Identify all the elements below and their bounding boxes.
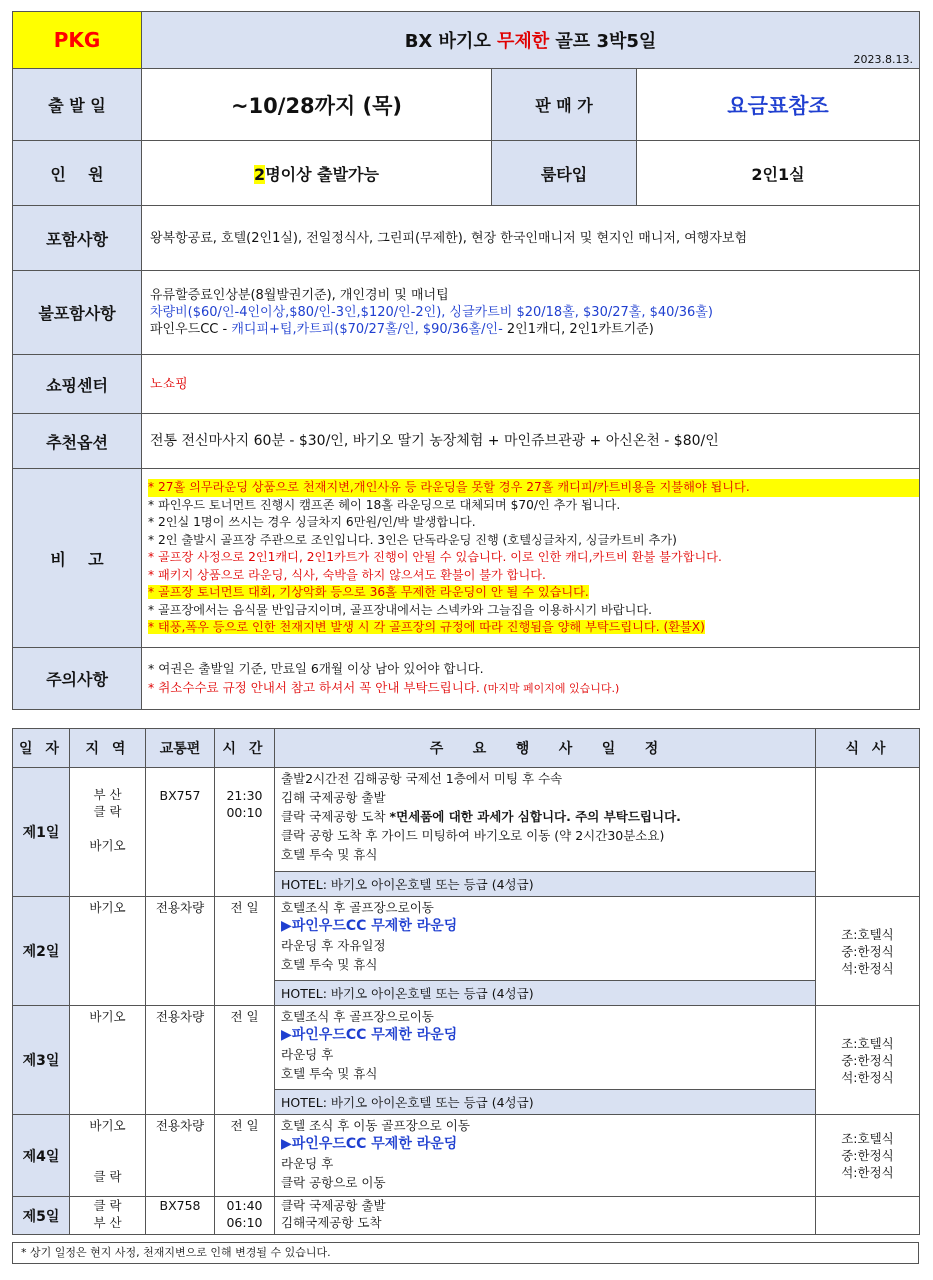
caution-label: 주의사항 xyxy=(13,648,142,710)
day-meals xyxy=(816,768,920,897)
col-time: 시 간 xyxy=(215,729,275,768)
col-region: 지 역 xyxy=(70,729,146,768)
day-transport: 전용차량 xyxy=(146,1115,215,1197)
price-value: 요금표참조 xyxy=(637,69,920,141)
day-region: 바기오 xyxy=(70,897,146,1006)
day-activities: 호텔조식 후 골프장으로이동 ▶파인우드CC 무제한 라운딩 라운딩 후 자유일정 호텔 투숙 및 휴식 xyxy=(275,897,816,981)
col-transport: 교통편 xyxy=(146,729,215,768)
day-hotel: HOTEL: 바기오 아이온호텔 또는 등급 (4성급) xyxy=(275,981,816,1006)
depart-label: 출 발 일 xyxy=(13,69,142,141)
remark-item: * 2인 출발시 골프장 주관으로 조인입니다. 3인은 단독라운딩 진행 (호텔싱글차지, 싱글카트비 추가) xyxy=(148,532,677,547)
people-label: 인 원 xyxy=(13,141,142,206)
include-value: 왕복항공료, 호텔(2인1실), 전일정식사, 그린피(무제한), 현장 한국인매니저 및 현지인 매니저, 여행자보험 xyxy=(142,206,920,271)
page-title: BX 바기오 무제한 골프 3박5일 2023.8.13. xyxy=(142,12,920,69)
shop-value: 노쇼핑 xyxy=(142,355,920,414)
remark-item: * 2인실 1명이 쓰시는 경우 싱글차지 6만원/인/박 발생합니다. xyxy=(148,515,476,530)
day-meals: 조:호텔식 중:한정식 석:한정식 xyxy=(816,1006,920,1115)
room-label: 룸타입 xyxy=(492,141,637,206)
day-region: 바기오 클 락 xyxy=(70,1115,146,1197)
remark-label: 비 고 xyxy=(13,469,142,648)
remark-item: * 파인우드 토너먼트 진행시 캠프존 헤이 18홀 라운딩으로 대체되며 $70/인 추가 됩니다. xyxy=(148,497,621,512)
remark-item: * 골프장 토너먼트 대회, 기상악화 등으로 36홀 무제한 라운딩이 안 될 수 있습니다. xyxy=(148,585,589,600)
day-region: 클 락 부 산 xyxy=(70,1197,146,1235)
include-label: 포함사항 xyxy=(13,206,142,271)
day-label: 제1일 xyxy=(13,768,70,897)
day-transport: 전용차량 xyxy=(146,897,215,1006)
day-region: 바기오 xyxy=(70,1006,146,1115)
day-hotel: HOTEL: 바기오 아이온호텔 또는 등급 (4성급) xyxy=(275,872,816,897)
schedule-footnote: * 상기 일정은 현지 사정, 천재지변으로 인해 변경될 수 있습니다. xyxy=(12,1242,919,1264)
day-time: 전 일 xyxy=(215,1115,275,1197)
day-region: 부 산 클 락 바기오 xyxy=(70,768,146,897)
col-date: 일 자 xyxy=(13,729,70,768)
day-activities: 클락 국제공항 출발 김해국제공항 도착 xyxy=(275,1197,816,1235)
exclude-value: 유류할증료인상분(8월발권기준), 개인경비 및 매너팁 차량비($60/인-4인이상,$80/인-3인,$120/인-2인), 싱글카트비 $20/18홀, $30/27홀, $40/36홀) 파인우드CC - 캐디피+팁,카트피($70/27홀/인, $90/36홀/인- 2인1캐디, 2인1카트기준) xyxy=(142,271,920,355)
option-label: 추천옵션 xyxy=(13,414,142,469)
people-value: 2명이상 출발가능 xyxy=(142,141,492,206)
issue-date: 2023.8.13. xyxy=(853,53,913,66)
day-label: 제2일 xyxy=(13,897,70,1006)
day-meals: 조:호텔식 중:한정식 석:한정식 xyxy=(816,897,920,1006)
remark-item: * 패키지 상품으로 라운딩, 식사, 숙박을 하지 않으셔도 환불이 불가 합니다. xyxy=(148,567,546,582)
day-meals: 조:호텔식 중:한정식 석:한정식 xyxy=(816,1115,920,1197)
day-time: 전 일 xyxy=(215,1006,275,1115)
shop-label: 쇼핑센터 xyxy=(13,355,142,414)
day-transport: 전용차량 xyxy=(146,1006,215,1115)
remark-item: * 태풍,폭우 등으로 인한 천재지변 발생 시 각 골프장의 규정에 따라 진행됨을 양해 부탁드립니다. (환불X) xyxy=(148,620,705,635)
day-activities: 호텔 조식 후 이동 골프장으로 이동 ▶파인우드CC 무제한 라운딩 라운딩 후 클락 공항으로 이동 xyxy=(275,1115,816,1197)
remark-item: * 골프장 사정으로 2인1캐디, 2인1카트가 진행이 안될 수 있습니다. 이로 인한 캐디,카트비 환불 불가합니다. xyxy=(148,550,722,565)
package-info-table xyxy=(12,11,920,710)
exclude-label: 불포함사항 xyxy=(13,271,142,355)
col-meals: 식 사 xyxy=(816,729,920,768)
pkg-label: PKG xyxy=(13,12,142,69)
day-meals xyxy=(816,1197,920,1235)
day-transport: BX757 xyxy=(146,768,215,897)
day-activities: 출발2시간전 김해공항 국제선 1층에서 미팅 후 수속 김해 국제공항 출발 클락 국제공항 도착 *면세품에 대한 과세가 심합니다. 주의 부탁드립니다. 클락 공항 도착 후 가이드 미팅하여 바기오로 이동 (약 2시간30분소요) 호텔 투숙 및 휴식 xyxy=(275,768,816,872)
day-label: 제3일 xyxy=(13,1006,70,1115)
day-hotel: HOTEL: 바기오 아이온호텔 또는 등급 (4성급) xyxy=(275,1090,816,1115)
remark-item: * 골프장에서는 음식물 반입금지이며, 골프장내에서는 스넥카와 그늘집을 이용하시기 바랍니다. xyxy=(148,602,652,617)
itinerary-table xyxy=(12,728,920,1235)
day-activities: 호텔조식 후 골프장으로이동 ▶파인우드CC 무제한 라운딩 라운딩 후 호텔 투숙 및 휴식 xyxy=(275,1006,816,1090)
caution-value: * 여권은 출발일 기준, 만료일 6개월 이상 남아 있어야 합니다. * 취소수수료 규정 안내서 참고 하셔서 꼭 안내 부탁드립니다. (마지막 페이지에 있습니다.) xyxy=(142,648,920,710)
depart-value: ~10/28까지 (목) xyxy=(142,69,492,141)
option-value: 전통 전신마사지 60분 - $30/인, 바기오 딸기 농장체험 + 마인쥬브관광 + 아신온천 - $80/인 xyxy=(142,414,920,469)
day-time: 21:30 00:10 xyxy=(215,768,275,897)
day-transport: BX758 xyxy=(146,1197,215,1235)
day-time: 01:40 06:10 xyxy=(215,1197,275,1235)
remark-item: * 27홀 의무라운딩 상품으로 천재지변,개인사유 등 라운딩을 못할 경우 27홀 캐디피/카트비용을 지불해야 됩니다. xyxy=(148,479,919,497)
col-activities: 주 요 행 사 일 정 xyxy=(275,729,816,768)
price-label: 판 매 가 xyxy=(492,69,637,141)
room-value: 2인1실 xyxy=(637,141,920,206)
day-time: 전 일 xyxy=(215,897,275,1006)
day-label: 제4일 xyxy=(13,1115,70,1197)
day-label: 제5일 xyxy=(13,1197,70,1235)
remark-list xyxy=(142,469,920,648)
